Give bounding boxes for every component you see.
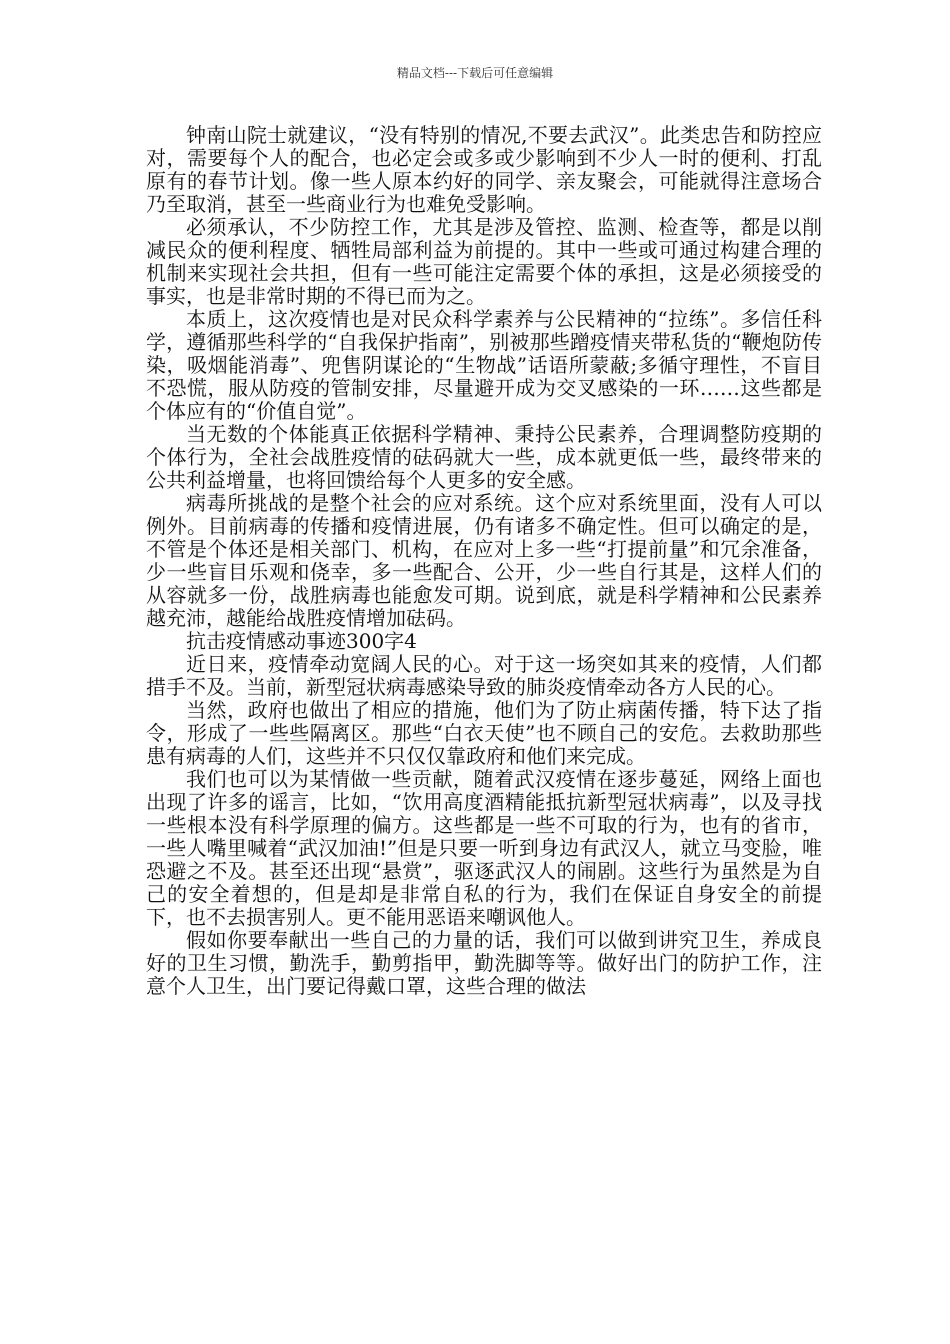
paragraph-5: 病毒所挑战的是整个社会的应对系统。这个应对系统里面，没有人可以例外。目前病毒的传播和疫情进展，仍有诸多不确定性。但可以确定的是，不管是个体还是相关部门、机构，在应对上多一些“打提前量”和冗余准备，少一些盲目乐观和侥幸，多一些配合、公开，少一些自行其是，这样人们的从容就多一份，战胜病毒也能愈发可期。说到底，就是科学精神和公民素养越充沛，越能给战胜疫情增加砝码。	[146, 491, 822, 630]
paragraph-7: 当然，政府也做出了相应的措施，他们为了防止病菌传播，特下达了指令，形成了一些些隔离区。那些“白衣天使”也不顾自己的安危。去救助那些患有病毒的人们，这些并不只仅仅靠政府和他们来完成。	[146, 698, 822, 768]
section-heading: 抗击疫情感动事迹300字4	[186, 629, 417, 653]
paragraph-1: 钟南山院士就建议，“没有特别的情况,不要去武汉”。此类忠告和防控应对，需要每个人的配合，也必定会或多或少影响到不少人一时的便利、打乱原有的春节计划。像一些人原本约好的同学、亲友聚会，可能就得注意场合乃至取消，甚至一些商业行为也难免受影响。	[146, 123, 822, 216]
paragraph-3: 本质上，这次疫情也是对民众科学素养与公民精神的“拉练”。多信任科学，遵循那些科学的“自我保护指南”，别被那些蹭疫情夹带私货的“鞭炮防传染，吸烟能消毒”、兜售阴谋论的“生物战”话语所蒙蔽;多循守理性，不盲目不恐慌，服从防疫的管制安排，尽量避开成为交叉感染的一环……这些都是个体应有的“价值自觉”。	[146, 307, 822, 423]
paragraph-9: 假如你要奉献出一些自己的力量的话，我们可以做到讲究卫生，养成良好的卫生习惯，勤洗手，勤剪指甲，勤洗脚等等。做好出门的防护工作，注意个人卫生，出门要记得戴口罩，这些合理的做法	[146, 928, 822, 998]
paragraph-6: 近日来，疫情牵动宽阔人民的心。对于这一场突如其来的疫情，人们都措手不及。当前，新型冠状病毒感染导致的肺炎疫情牵动各方人民的心。	[146, 652, 822, 699]
paragraph-2: 必须承认，不少防控工作，尤其是涉及管控、监测、检查等，都是以削减民众的便利程度、牺牲局部利益为前提的。其中一些或可通过构建合理的机制来实现社会共担，但有一些可能注定需要个体的承担，这是必须接受的事实，也是非常时期的不得已而为之。	[146, 215, 822, 308]
page-header: 精品文档---下载后可任意编辑	[396, 66, 554, 80]
paragraph-8: 我们也可以为某情做一些贡献，随着武汉疫情在逐步蔓延，网络上面也出现了许多的谣言，比如，“饮用高度酒精能抵抗新型冠状病毒”，以及寻找一些根本没有科学原理的偏方。这些都是一些不可取的行为，也有的省市，一些人嘴里喊着“武汉加油!”但是只要一听到身边有武汉人，就立马变脸，唯恐避之不及。甚至还出现“悬赏”，驱逐武汉人的闹剧。这些行为虽然是为自己的安全着想的，但是却是非常自私的行为，我们在保证自身安全的前提下，也不去损害别人。更不能用恶语来嘲讽他人。	[146, 767, 822, 929]
paragraph-4: 当无数的个体能真正依据科学精神、秉持公民素养，合理调整防疫期的个体行为，全社会战胜疫情的砝码就大一些，成本就更低一些，最终带来的公共利益增量，也将回馈给每个人更多的安全感。	[146, 422, 822, 492]
document-body	[146, 124, 822, 998]
